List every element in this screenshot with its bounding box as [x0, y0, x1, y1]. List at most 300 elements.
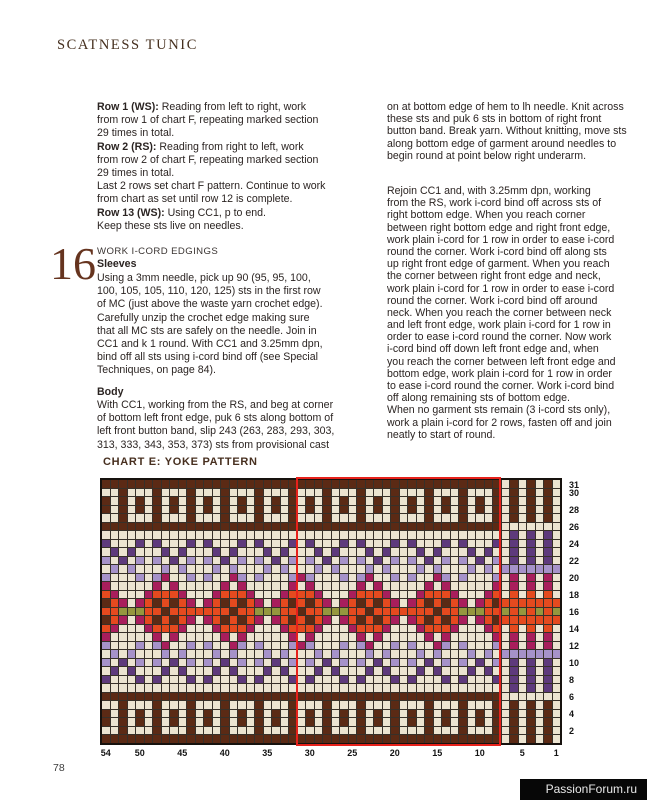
chart-cell: [544, 693, 552, 701]
chart-cell: [544, 497, 552, 505]
chart-cell: [162, 642, 170, 650]
chart-cell: [493, 514, 501, 522]
chart-cell: [527, 608, 535, 616]
chart-cell: [485, 625, 493, 633]
text-line: 100, 105, 105, 110, 120, 125) sts in the first row: [97, 285, 321, 298]
chart-cell: [272, 489, 280, 497]
chart-cell: [349, 599, 357, 607]
chart-cell: [553, 565, 561, 573]
chart-cell: [340, 497, 348, 505]
chart-cell: [519, 735, 527, 743]
chart-cell: [332, 701, 340, 709]
chart-cell: [502, 718, 510, 726]
chart-cell: [170, 616, 178, 624]
chart-cell: [425, 557, 433, 565]
chart-cell: [434, 540, 442, 548]
chart-cell: [374, 642, 382, 650]
chart-cell: [536, 557, 544, 565]
chart-cell: [442, 701, 450, 709]
chart-cell: [153, 565, 161, 573]
chart-cell: [366, 557, 374, 565]
chart-cell: [510, 591, 518, 599]
chart-cell: [179, 591, 187, 599]
chart-cell: [111, 625, 119, 633]
chart-cell: [145, 701, 153, 709]
chart-cell: [349, 608, 357, 616]
chart-cell: [383, 489, 391, 497]
chart-cell: [153, 676, 161, 684]
chart-cell: [238, 625, 246, 633]
chart-cell: [119, 591, 127, 599]
chart-cell: [298, 608, 306, 616]
chart-cell: [459, 633, 467, 641]
chart-cell: [213, 616, 221, 624]
chart-cell: [451, 735, 459, 743]
text-line: these sts and puk 6 sts in bottom of right front: [387, 113, 602, 126]
chart-cell: [459, 727, 467, 735]
chart-cell: [519, 506, 527, 514]
chart-cell: [417, 531, 425, 539]
chart-cell: [111, 480, 119, 488]
chart-cell: [536, 642, 544, 650]
chart-cell: [102, 557, 110, 565]
row-number-label: 6: [569, 692, 575, 702]
chart-cell: [323, 557, 331, 565]
chart-cell: [306, 693, 314, 701]
chart-cell: [519, 676, 527, 684]
chart-cell: [502, 574, 510, 582]
chart-cell: [374, 540, 382, 548]
chart-cell: [332, 548, 340, 556]
chart-cell: [468, 616, 476, 624]
chart-cell: [323, 497, 331, 505]
chart-cell: [374, 650, 382, 658]
chart-cell: [255, 608, 263, 616]
chart-cell: [187, 633, 195, 641]
chart-cell: [102, 718, 110, 726]
chart-cell: [400, 582, 408, 590]
chart-cell: [238, 701, 246, 709]
chart-cell: [272, 548, 280, 556]
chart-cell: [196, 710, 204, 718]
chart-cell: [510, 540, 518, 548]
chart-cell: [442, 565, 450, 573]
chart-cell: [221, 574, 229, 582]
chart-cell: [544, 557, 552, 565]
chart-cell: [536, 506, 544, 514]
chart-cell: [468, 727, 476, 735]
chart-cell: [204, 480, 212, 488]
chart-cell: [544, 514, 552, 522]
chart-cell: [476, 718, 484, 726]
chart-cell: [281, 480, 289, 488]
chart-cell: [247, 591, 255, 599]
chart-cell: [476, 735, 484, 743]
chart-cell: [536, 480, 544, 488]
chart-cell: [187, 676, 195, 684]
chart-cell: [272, 735, 280, 743]
chart-cell: [476, 625, 484, 633]
chart-cell: [366, 497, 374, 505]
chart-cell: [306, 701, 314, 709]
chart-cell: [187, 642, 195, 650]
chart-cell: [391, 514, 399, 522]
chart-cell: [349, 557, 357, 565]
chart-cell: [527, 582, 535, 590]
chart-cell: [153, 710, 161, 718]
chart-cell: [281, 727, 289, 735]
chart-cell: [306, 565, 314, 573]
chart-cell: [145, 633, 153, 641]
chart-cell: [230, 718, 238, 726]
chart-cell: [383, 633, 391, 641]
chart-cell: [417, 506, 425, 514]
chart-cell: [442, 506, 450, 514]
chart-cell: [119, 625, 127, 633]
chart-cell: [153, 684, 161, 692]
chart-cell: [383, 727, 391, 735]
chart-cell: [272, 565, 280, 573]
chart-cell: [128, 540, 136, 548]
row-number-label: 8: [569, 675, 575, 685]
chart-cell: [204, 497, 212, 505]
chart-cell: [391, 642, 399, 650]
chart-cell: [204, 693, 212, 701]
chart-cell: [255, 489, 263, 497]
chart-cell: [459, 659, 467, 667]
chart-cell: [476, 565, 484, 573]
chart-cell: [408, 574, 416, 582]
chart-cell: [485, 710, 493, 718]
chart-cell: [374, 693, 382, 701]
chart-cell: [162, 625, 170, 633]
chart-cell: [391, 676, 399, 684]
chart-cell: [374, 548, 382, 556]
chart-cell: [221, 531, 229, 539]
chart-cell: [502, 497, 510, 505]
chart-cell: [128, 565, 136, 573]
chart-cell: [374, 735, 382, 743]
chart-cell: [519, 514, 527, 522]
chart-cell: [187, 574, 195, 582]
chart-cell: [332, 582, 340, 590]
chart-cell: [204, 633, 212, 641]
chart-cell: [357, 514, 365, 522]
chart-cell: [425, 514, 433, 522]
chart-cell: [502, 480, 510, 488]
chart-cell: [119, 701, 127, 709]
chart-cell: [408, 684, 416, 692]
chart-cell: [119, 582, 127, 590]
chart-cell: [187, 693, 195, 701]
chart-cell: [128, 667, 136, 675]
chart-cell: [315, 684, 323, 692]
chart-cell: [111, 497, 119, 505]
chart-cell: [357, 642, 365, 650]
chart-cell: [425, 718, 433, 726]
chart-cell: [281, 514, 289, 522]
chart-cell: [323, 540, 331, 548]
chart-cell: [315, 506, 323, 514]
chart-cell: [272, 701, 280, 709]
chart-cell: [442, 557, 450, 565]
chart-cell: [323, 565, 331, 573]
chart-cell: [451, 557, 459, 565]
chart-cell: [264, 565, 272, 573]
chart-cell: [417, 625, 425, 633]
chart-cell: [179, 497, 187, 505]
chart-cell: [391, 540, 399, 548]
chart-cell: [366, 531, 374, 539]
chart-cell: [340, 599, 348, 607]
chart-cell: [281, 667, 289, 675]
chart-cell: [196, 506, 204, 514]
chart-cell: [128, 489, 136, 497]
chart-cell: [400, 548, 408, 556]
chart-cell: [238, 514, 246, 522]
chart-cell: [323, 616, 331, 624]
chart-cell: [102, 701, 110, 709]
chart-cell: [357, 480, 365, 488]
chart-cell: [519, 727, 527, 735]
chart-cell: [306, 480, 314, 488]
chart-cell: [510, 480, 518, 488]
chart-cell: [434, 650, 442, 658]
chart-cell: [289, 667, 297, 675]
chart-cell: [145, 676, 153, 684]
sleeves-heading: Sleeves: [97, 258, 137, 270]
chart-cell: [468, 710, 476, 718]
chart-cell: [187, 540, 195, 548]
chart-cell: [408, 548, 416, 556]
chart-cell: [366, 574, 374, 582]
chart-cell: [315, 735, 323, 743]
text-line: i-cord bind off down left front edge and, when: [387, 343, 599, 356]
chart-cell: [111, 531, 119, 539]
chart-cell: [357, 693, 365, 701]
chart-cell: [306, 591, 314, 599]
chart-cell: [281, 650, 289, 658]
chart-cell: [434, 574, 442, 582]
chart-cell: [128, 718, 136, 726]
chart-cell: [145, 616, 153, 624]
chart-cell: [272, 693, 280, 701]
chart-cell: [417, 659, 425, 667]
chart-cell: [102, 506, 110, 514]
chart-cell: [162, 659, 170, 667]
chart-cell: [442, 684, 450, 692]
chart-cell: [485, 574, 493, 582]
chart-cell: [485, 633, 493, 641]
chart-cell: [468, 701, 476, 709]
chart-cell: [213, 557, 221, 565]
chart-cell: [162, 480, 170, 488]
chart-cell: [162, 727, 170, 735]
chart-cell: [408, 489, 416, 497]
chart-cell: [340, 676, 348, 684]
chart-cell: [340, 684, 348, 692]
chart-cell: [332, 489, 340, 497]
chart-cell: [383, 625, 391, 633]
chart-cell: [476, 676, 484, 684]
chart-cell: [510, 625, 518, 633]
chart-cell: [119, 608, 127, 616]
chart-cell: [247, 523, 255, 531]
chart-cell: [383, 667, 391, 675]
chart-cell: [434, 735, 442, 743]
chart-cell: [204, 574, 212, 582]
chart-cell: [476, 506, 484, 514]
chart-cell: [519, 608, 527, 616]
chart-cell: [247, 625, 255, 633]
chart-cell: [298, 710, 306, 718]
chart-cell: [374, 574, 382, 582]
chart-cell: [366, 582, 374, 590]
chart-cell: [187, 591, 195, 599]
chart-cell: [391, 684, 399, 692]
chart-cell: [391, 582, 399, 590]
chart-cell: [230, 735, 238, 743]
chart-cell: [357, 727, 365, 735]
chart-cell: [162, 591, 170, 599]
chart-cell: [332, 608, 340, 616]
chart-cell: [434, 548, 442, 556]
chart-cell: [230, 650, 238, 658]
chart-cell: [204, 591, 212, 599]
chart-cell: [315, 582, 323, 590]
chart-cell: [272, 616, 280, 624]
chart-cell: [230, 582, 238, 590]
chart-cell: [468, 540, 476, 548]
chart-cell: [485, 693, 493, 701]
chart-cell: [408, 523, 416, 531]
chart-cell: [349, 676, 357, 684]
chart-cell: [238, 557, 246, 565]
chart-cell: [247, 667, 255, 675]
chart-cell: [153, 557, 161, 565]
chart-cell: [502, 599, 510, 607]
chart-cell: [153, 489, 161, 497]
chart-cell: [544, 710, 552, 718]
chart-cell: [289, 548, 297, 556]
chart-cell: [153, 659, 161, 667]
chart-cell: [111, 557, 119, 565]
chart-cell: [417, 735, 425, 743]
chart-cell: [417, 497, 425, 505]
chart-cell: [170, 684, 178, 692]
chart-cell: [289, 735, 297, 743]
chart-cell: [170, 523, 178, 531]
chart-cell: [119, 599, 127, 607]
chart-cell: [298, 659, 306, 667]
chart-cell: [349, 506, 357, 514]
chart-cell: [468, 676, 476, 684]
chart-cell: [323, 480, 331, 488]
chart-cell: [170, 582, 178, 590]
chart-cell: [298, 650, 306, 658]
chart-cell: [340, 489, 348, 497]
chart-cell: [536, 650, 544, 658]
chart-cell: [553, 531, 561, 539]
chart-cell: [425, 523, 433, 531]
chart-cell: [391, 710, 399, 718]
chart-cell: [306, 531, 314, 539]
chart-cell: [476, 574, 484, 582]
chart-cell: [408, 625, 416, 633]
chart-cell: [451, 684, 459, 692]
chart-cell: [204, 667, 212, 675]
chart-cell: [111, 548, 119, 556]
chart-cell: [119, 497, 127, 505]
row-number-label: 2: [569, 726, 575, 736]
chart-cell: [442, 523, 450, 531]
chart-cell: [510, 599, 518, 607]
chart-cell: [519, 565, 527, 573]
chart-cell: [153, 582, 161, 590]
chart-cell: [383, 701, 391, 709]
chart-cell: [323, 582, 331, 590]
chart-cell: [102, 574, 110, 582]
chart-cell: [510, 574, 518, 582]
chart-cell: [213, 582, 221, 590]
chart-cell: [544, 480, 552, 488]
chart-cell: [145, 540, 153, 548]
chart-cell: [493, 565, 501, 573]
chart-cell: [357, 616, 365, 624]
chart-cell: [264, 506, 272, 514]
chart-cell: [332, 710, 340, 718]
text-line: to ease i-cord round the corner. Work i-cord bind: [387, 380, 615, 392]
chart-cell: [400, 625, 408, 633]
chart-cell: [536, 489, 544, 497]
chart-cell: [434, 480, 442, 488]
chart-cell: [553, 701, 561, 709]
chart-cell: [306, 540, 314, 548]
chart-cell: [281, 599, 289, 607]
chart-cell: [230, 574, 238, 582]
chart-cell: [391, 616, 399, 624]
chart-cell: [230, 667, 238, 675]
chart-cell: [502, 608, 510, 616]
chart-cell: [272, 659, 280, 667]
chart-cell: [493, 659, 501, 667]
chart-cell: [442, 633, 450, 641]
chart-cell: [340, 514, 348, 522]
chart-cell: [272, 557, 280, 565]
chart-cell: [391, 701, 399, 709]
chart-cell: [289, 523, 297, 531]
chart-cell: [451, 710, 459, 718]
chart-cell: [136, 565, 144, 573]
chart-cell: [196, 608, 204, 616]
chart-cell: [145, 718, 153, 726]
chart-cell: [366, 548, 374, 556]
chart-cell: [170, 710, 178, 718]
colorwork-chart: [100, 478, 580, 758]
chart-cell: [485, 616, 493, 624]
chart-cell: [442, 574, 450, 582]
chart-cell: [527, 693, 535, 701]
chart-cell: [289, 684, 297, 692]
chart-cell: [544, 718, 552, 726]
chart-cell: [264, 735, 272, 743]
chart-cell: [289, 591, 297, 599]
chart-cell: [425, 676, 433, 684]
chart-cell: [196, 514, 204, 522]
chart-cell: [485, 557, 493, 565]
chart-cell: [349, 489, 357, 497]
chart-cell: [179, 557, 187, 565]
